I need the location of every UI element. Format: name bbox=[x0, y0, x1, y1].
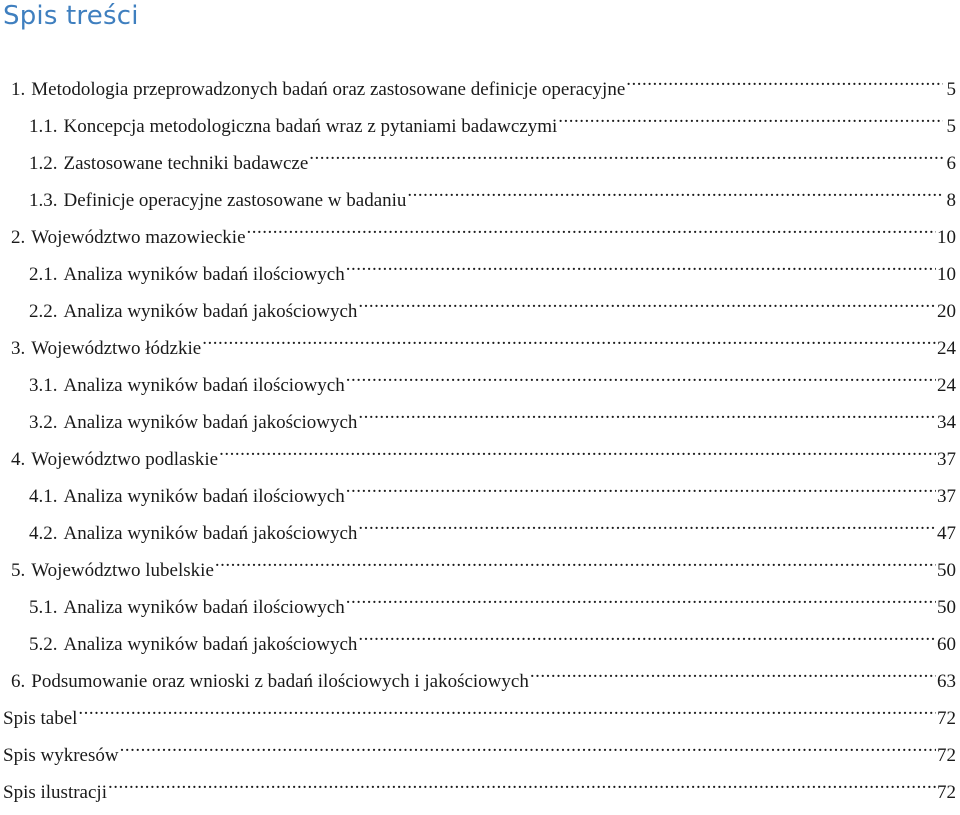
toc-entry-title: Analiza wyników badań jakościowych bbox=[63, 523, 358, 544]
toc-entry-page-number: 60 bbox=[937, 634, 956, 655]
toc-entry-page-number: 37 bbox=[937, 486, 956, 507]
dot-leader bbox=[358, 631, 936, 650]
toc-entry-title: Województwo łódzkie bbox=[31, 338, 202, 359]
dot-leader bbox=[309, 150, 943, 169]
dot-leader bbox=[407, 187, 943, 206]
toc-entry-page-number: 6 bbox=[946, 153, 956, 174]
toc-entry-title: Analiza wyników badań jakościowych bbox=[63, 634, 358, 655]
toc-entry-page-number: 34 bbox=[937, 412, 956, 433]
toc-entry-title: Analiza wyników badań ilościowych bbox=[63, 264, 345, 285]
toc-entry-page-number: 72 bbox=[937, 745, 956, 766]
dot-leader bbox=[78, 705, 936, 724]
toc-entry[interactable] bbox=[3, 774, 956, 811]
toc-entry[interactable] bbox=[3, 663, 956, 700]
toc-heading: Spis treści bbox=[3, 1, 139, 31]
toc-entry-title: Analiza wyników badań ilościowych bbox=[63, 486, 345, 507]
toc-entry[interactable] bbox=[3, 441, 956, 478]
toc-entry-number: 4. bbox=[11, 449, 26, 470]
toc-entry[interactable] bbox=[3, 330, 956, 367]
toc-entry-title: Spis wykresów bbox=[3, 745, 119, 766]
toc-entry-number: 5.2. bbox=[29, 634, 58, 655]
dot-leader bbox=[219, 446, 936, 465]
toc-entry-page-number: 63 bbox=[937, 671, 956, 692]
toc-entry[interactable] bbox=[3, 145, 956, 182]
toc-entry-number: 5. bbox=[11, 560, 26, 581]
dot-leader bbox=[530, 668, 936, 687]
toc-entry[interactable] bbox=[3, 293, 956, 330]
toc-entry-title: Województwo lubelskie bbox=[31, 560, 214, 581]
toc-entry-title: Podsumowanie oraz wnioski z badań ilościowych i jakościowych bbox=[31, 671, 529, 692]
toc-entry[interactable] bbox=[3, 367, 956, 404]
toc-entry-number: 1. bbox=[11, 79, 26, 100]
toc-entry-page-number: 8 bbox=[946, 190, 956, 211]
toc-entry-number: 1.1. bbox=[29, 116, 58, 137]
toc-entry-page-number: 5 bbox=[946, 79, 956, 100]
toc-entry[interactable] bbox=[3, 404, 956, 441]
toc-entry[interactable] bbox=[3, 552, 956, 589]
toc-entry-title: Województwo mazowieckie bbox=[31, 227, 246, 248]
dot-leader bbox=[358, 520, 936, 539]
toc-entry-number: 2.1. bbox=[29, 264, 58, 285]
toc-entry-page-number: 72 bbox=[937, 708, 956, 729]
dot-leader bbox=[358, 409, 936, 428]
toc-entry-title: Analiza wyników badań ilościowych bbox=[63, 375, 345, 396]
toc-entry-title: Województwo podlaskie bbox=[31, 449, 219, 470]
dot-leader bbox=[346, 483, 936, 502]
toc-entry-page-number: 24 bbox=[937, 375, 956, 396]
toc-entry[interactable] bbox=[3, 182, 956, 219]
toc-entry[interactable] bbox=[3, 219, 956, 256]
dot-leader bbox=[346, 594, 936, 613]
toc-entry[interactable] bbox=[3, 700, 956, 737]
toc-entry-page-number: 50 bbox=[937, 597, 956, 618]
toc-entry-page-number: 20 bbox=[937, 301, 956, 322]
toc-entry-page-number: 72 bbox=[937, 782, 956, 803]
toc-entry[interactable] bbox=[3, 515, 956, 552]
toc-entry-title: Analiza wyników badań ilościowych bbox=[63, 597, 345, 618]
dot-leader bbox=[346, 372, 936, 391]
toc-entry-title: Definicje operacyjne zastosowane w badaniu bbox=[63, 190, 407, 211]
toc-entry-page-number: 37 bbox=[937, 449, 956, 470]
toc-entry-page-number: 5 bbox=[946, 116, 956, 137]
toc-entry[interactable] bbox=[3, 71, 956, 108]
toc-entry-page-number: 10 bbox=[937, 264, 956, 285]
toc-entry-page-number: 50 bbox=[937, 560, 956, 581]
toc-entry-page-number: 24 bbox=[937, 338, 956, 359]
toc-entry-number: 5.1. bbox=[29, 597, 58, 618]
toc-entry-number: 3.1. bbox=[29, 375, 58, 396]
toc-entry-number: 6. bbox=[11, 671, 26, 692]
toc-entry-number: 3.2. bbox=[29, 412, 58, 433]
toc-entry-number: 2. bbox=[11, 227, 26, 248]
toc-entry-number: 1.2. bbox=[29, 153, 58, 174]
toc-entry-title: Analiza wyników badań jakościowych bbox=[63, 301, 358, 322]
dot-leader bbox=[558, 113, 943, 132]
dot-leader bbox=[358, 298, 936, 317]
toc-entry-title: Spis ilustracji bbox=[3, 782, 107, 803]
toc-entry-title: Koncepcja metodologiczna badań wraz z pytaniami badawczymi bbox=[63, 116, 558, 137]
toc-entry-number: 2.2. bbox=[29, 301, 58, 322]
toc-entry-title: Metodologia przeprowadzonych badań oraz zastosowane definicje operacyjne bbox=[31, 79, 626, 100]
dot-leader bbox=[215, 557, 936, 576]
toc-entry[interactable] bbox=[3, 589, 956, 626]
dot-leader bbox=[108, 779, 936, 798]
toc-entry[interactable] bbox=[3, 478, 956, 515]
toc-entry-number: 4.2. bbox=[29, 523, 58, 544]
toc-entry-page-number: 47 bbox=[937, 523, 956, 544]
dot-leader bbox=[120, 742, 936, 761]
toc-entry[interactable] bbox=[3, 256, 956, 293]
toc-entry-title: Analiza wyników badań jakościowych bbox=[63, 412, 358, 433]
dot-leader bbox=[346, 261, 936, 280]
toc-list bbox=[3, 71, 956, 811]
toc-entry-title: Spis tabel bbox=[3, 708, 78, 729]
dot-leader bbox=[202, 335, 936, 354]
toc-entry-number: 4.1. bbox=[29, 486, 58, 507]
toc-entry-page-number: 10 bbox=[937, 227, 956, 248]
dot-leader bbox=[626, 76, 943, 95]
dot-leader bbox=[247, 224, 936, 243]
toc-entry[interactable] bbox=[3, 626, 956, 663]
toc-entry-number: 1.3. bbox=[29, 190, 58, 211]
toc-entry-title: Zastosowane techniki badawcze bbox=[63, 153, 309, 174]
toc-entry[interactable] bbox=[3, 108, 956, 145]
toc-entry-number: 3. bbox=[11, 338, 26, 359]
toc-entry[interactable] bbox=[3, 737, 956, 774]
